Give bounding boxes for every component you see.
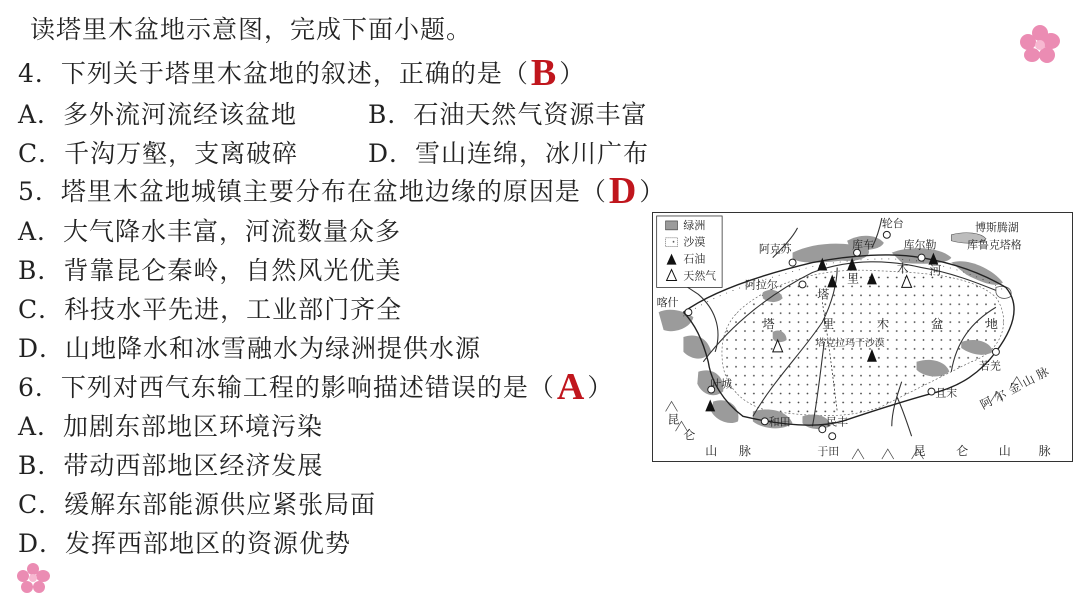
question-5-answer: D (608, 170, 638, 212)
kunlun-left-char-4: 脉 (738, 444, 751, 459)
kunlun-bottom-char-2: 仑 (956, 444, 969, 459)
legend-gas-label: 天然气 (683, 270, 717, 283)
option-6d: D．发挥西部地区的资源优势 (18, 529, 352, 558)
label-yecheng: 叶城 (710, 378, 733, 391)
label-taklimakan: 塔克拉玛干沙漠 (815, 337, 885, 349)
question-4-options-row-2 (18, 137, 650, 171)
legend-oasis-swatch (666, 221, 678, 230)
kunlun-bottom-char-1: 昆 (913, 444, 926, 459)
label-qiemo: 且末 (935, 387, 958, 400)
question-4-answer: B (530, 52, 558, 94)
legend-oil-label: 石油 (683, 253, 706, 266)
river-char-4: 河 (929, 263, 942, 278)
river-char-3: 木 (896, 261, 909, 276)
question-6-text: 6．下列对西气东输工程的影响描述错误的是（ (18, 373, 555, 402)
altun-char-1: 阿 (977, 394, 995, 413)
river-char-1: 塔 (817, 287, 830, 302)
label-kuluk: 库鲁克塔格 (967, 239, 1022, 252)
question-5-stem (18, 170, 666, 212)
label-minfeng: 民丰 (826, 416, 849, 429)
question-5-text: 5．塔里木盆地城镇主要分布在盆地边缘的原因是（ (18, 177, 607, 206)
option-5a: A．大气降水丰富，河流数量众多 (18, 217, 402, 246)
option-4c: C．千沟万壑，支离破碎 (18, 139, 299, 168)
option-6b: B．带动西部地区经济发展 (18, 451, 324, 480)
altun-char-3: 金 (1005, 379, 1023, 398)
altun-char-5: 脉 (1033, 364, 1052, 383)
flower-decoration-top-right (1018, 24, 1062, 64)
label-alaer: 阿拉尔 (744, 279, 778, 292)
basin-char-2: 里 (822, 317, 835, 332)
altun-char-4: 山 (1019, 371, 1037, 390)
legend-oasis-label: 绿洲 (683, 219, 706, 232)
label-korla: 库尔勒 (903, 239, 937, 252)
question-6-close: ） (587, 373, 614, 402)
kunlun-left-char-1: 昆 (667, 412, 680, 427)
altun-char-2: 尔 (991, 386, 1009, 405)
label-aksu: 阿克苏 (758, 243, 792, 256)
question-5-close: ） (639, 177, 666, 206)
question-6-stem (18, 366, 614, 408)
option-5b: B．背靠昆仑秦岭，自然风光优美 (18, 256, 402, 285)
label-kashi: 喀什 (656, 297, 679, 310)
question-6-answer: A (556, 366, 586, 408)
label-hetian: 和田 (768, 416, 791, 429)
kunlun-bottom-char-4: 脉 (1038, 444, 1051, 459)
basin-char-4: 盆 (931, 317, 944, 332)
question-4-text: 4．下列关于塔里木盆地的叙述，正确的是（ (18, 59, 529, 88)
river-char-2: 里 (847, 271, 860, 286)
label-ruoqiang: 若羌 (979, 360, 1001, 373)
option-6c: C．缓解东部能源供应紧张局面 (18, 490, 377, 519)
option-4d: D．雪山连绵，冰川广布 (368, 139, 650, 168)
basin-char-5: 地 (986, 317, 998, 332)
option-6a: A．加剧东部地区环境污染 (18, 412, 324, 441)
option-5c: C．科技水平先进，工业部门齐全 (18, 295, 403, 324)
label-luntai: 轮台 (881, 217, 904, 230)
intro-text: 读塔里木盆地示意图，完成下面小题。 (30, 15, 473, 44)
kunlun-bottom-char-3: 山 (998, 444, 1011, 459)
tarim-basin-map (652, 212, 1073, 462)
label-kuche: 库车 (852, 239, 874, 252)
option-5d: D．山地降水和冰雪融水为绿洲提供水源 (18, 334, 482, 363)
question-4-options-row-1 (18, 98, 648, 132)
label-yutian: 于田 (817, 446, 840, 459)
kunlun-left-char-3: 山 (705, 444, 718, 459)
question-4-stem (18, 52, 586, 94)
label-bosten: 博斯腾湖 (975, 221, 1019, 234)
flower-decoration-bottom-left (16, 562, 50, 594)
legend-desert-label: 沙漠 (683, 236, 706, 249)
question-4-close: ） (559, 59, 586, 88)
legend-desert-swatch (666, 238, 678, 247)
kunlun-left-char-2: 仑 (683, 428, 696, 443)
option-4b: B．石油天然气资源丰富 (368, 100, 648, 129)
basin-char-1: 塔 (762, 317, 775, 332)
basin-char-3: 木 (876, 317, 889, 332)
option-4a: A．多外流河流经该盆地 (18, 100, 298, 129)
map-legend (657, 216, 722, 287)
